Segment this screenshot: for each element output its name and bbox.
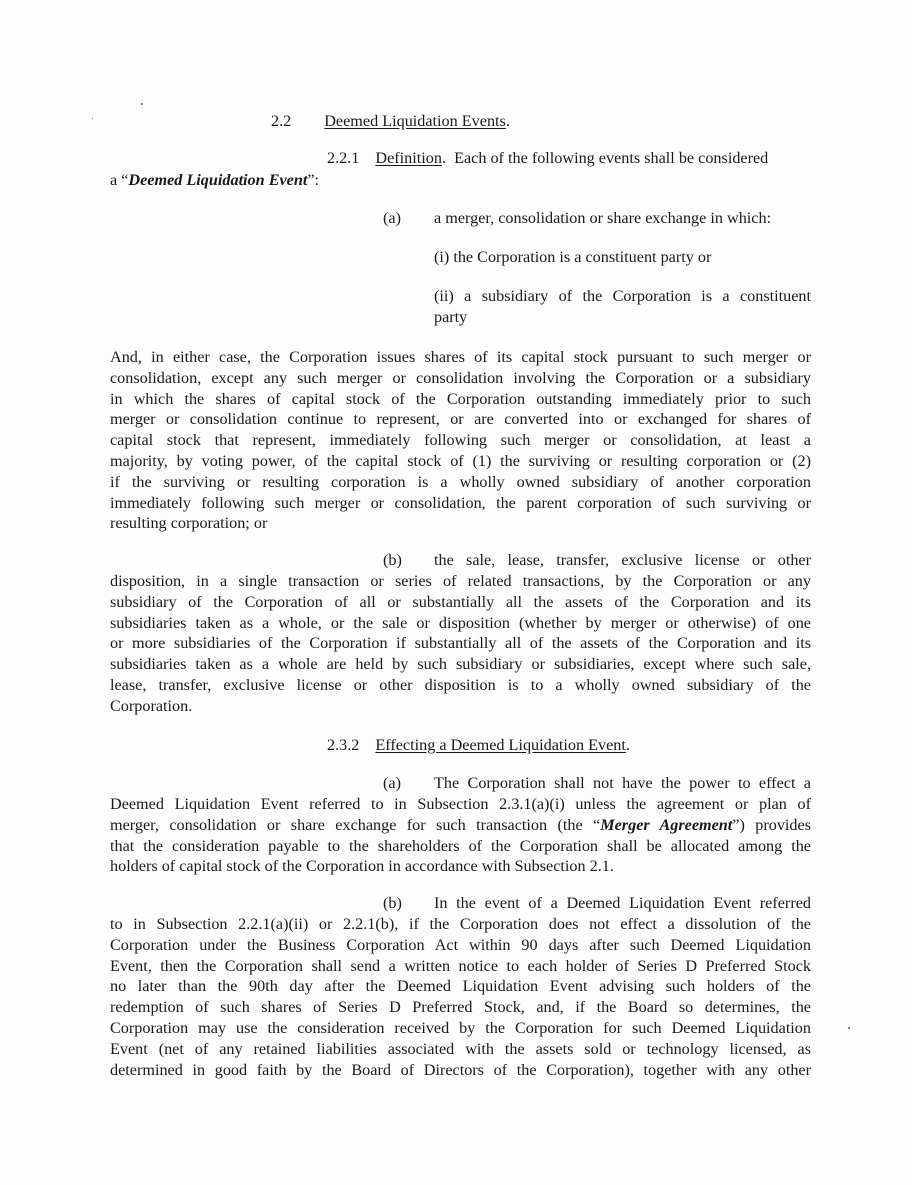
section-number: 2.3.2 [327, 736, 360, 754]
item-b-label: (b) [383, 551, 402, 569]
item-b-first-line: In the event of a Deemed Liquidation Event referred [434, 894, 811, 912]
section-number: 2.2.1 [327, 149, 360, 167]
item-a-label: (a) [383, 209, 401, 227]
item-a-paragraph: Deemed Liquidation Event referred to in Subsection 2.3.1(a)(i) unless the agreement or plan of merger, consolidation or share exchange for such transaction (the “Merger Agreement”) provides that the consideration payable to the shareholders of the Corporation shall be allocated among the holders of capital stock of the Corporation in accordance with Subsection 2.1. [110, 795, 811, 876]
defined-term-line: a “Deemed Liquidation Event”: [110, 171, 320, 189]
item-b-first-line: the sale, lease, transfer, exclusive license or other [434, 551, 811, 569]
item-a-sub-ii: (ii) a subsidiary of the Corporation is a constituent [434, 287, 811, 305]
section-2-2-heading: 2.2 Deemed Liquidation Events. [271, 112, 510, 130]
section-2-3-2-heading: 2.3.2 Effecting a Deemed Liquidation Event. [327, 736, 630, 754]
either-case-paragraph: And, in either case, the Corporation issues shares of its capital stock pursuant to such merger or consolidation, except any such merger or consolidation involving the Corporation or a subsidiary in which the shares of capital stock of the Corporation outstanding immediately prior to such merger or consolidation continue to represent, or are converted into or exchanged for shares of capital stock that represent, immediately following such merger or consolidation, at least a majority, by voting power, of the capital stock of (1) the surviving or resulting corporation or (2) if the surviving or resulting corporation is a wholly owned subsidiary of another corporation immediately following such merger or consolidation, the parent corporation of such surviving or resulting corporation; or [110, 348, 811, 533]
subsection-heading: Definition [375, 149, 442, 167]
section-title: Deemed Liquidation Events [324, 112, 506, 130]
scan-speck [848, 1027, 850, 1029]
intro-text: Each of the following events shall be considered [454, 149, 769, 167]
scan-speck [92, 118, 93, 119]
item-a-label: (a) [383, 774, 401, 792]
section-2-2-1-heading: 2.2.1 Definition. Each of the following events shall be considered [327, 149, 769, 167]
item-a-first-line: The Corporation shall not have the power to effect a [434, 774, 811, 792]
item-a-sub-ii-cont: party [434, 308, 468, 326]
defined-term: Deemed Liquidation Event [128, 171, 308, 189]
item-b-label: (b) [383, 894, 402, 912]
item-a-text: a merger, consolidation or share exchange in which: [434, 209, 772, 227]
scan-speck [141, 103, 143, 105]
item-b-paragraph: to in Subsection 2.2.1(a)(ii) or 2.2.1(b), if the Corporation does not effect a dissolution of the Corporation under the Business Corporation Act within 90 days after such Deemed Liquidation Event, then the Corporation shall send a written notice to each holder of Series D Preferred Stock no later than the 90th day after the Deemed Liquidation Event advising such holders of the redemption of such shares of Series D Preferred Stock, and, if the Board so determines, the Corporation may use the consideration received by the Corporation for such Deemed Liquidation Event (net of any retained liabilities associated with the assets sold or technology licensed, as determined in good faith by the Board of Directors of the Corporation), together with any other [110, 915, 811, 1079]
item-a-sub-i: (i) the Corporation is a constituent party or [434, 248, 712, 266]
subsection-heading: Effecting a Deemed Liquidation Event [375, 736, 626, 754]
item-b-paragraph: disposition, in a single transaction or series of related transactions, by the Corporation or any subsidiary of the Corporation of all or substantially all the assets of the Corporation and its subsidiaries taken as a whole, or the sale or disposition (whether by merger or otherwise) of one or more subsidiaries of the Corporation if substantially all of the assets of the Corporation and its subsidiaries taken as a whole are held by such subsidiary or subsidiaries, except where such sale, lease, transfer, exclusive license or other disposition is to a wholly owned subsidiary of the Corporation. [110, 572, 811, 715]
section-number: 2.2 [271, 112, 292, 130]
defined-term: Merger Agreement [600, 815, 733, 834]
